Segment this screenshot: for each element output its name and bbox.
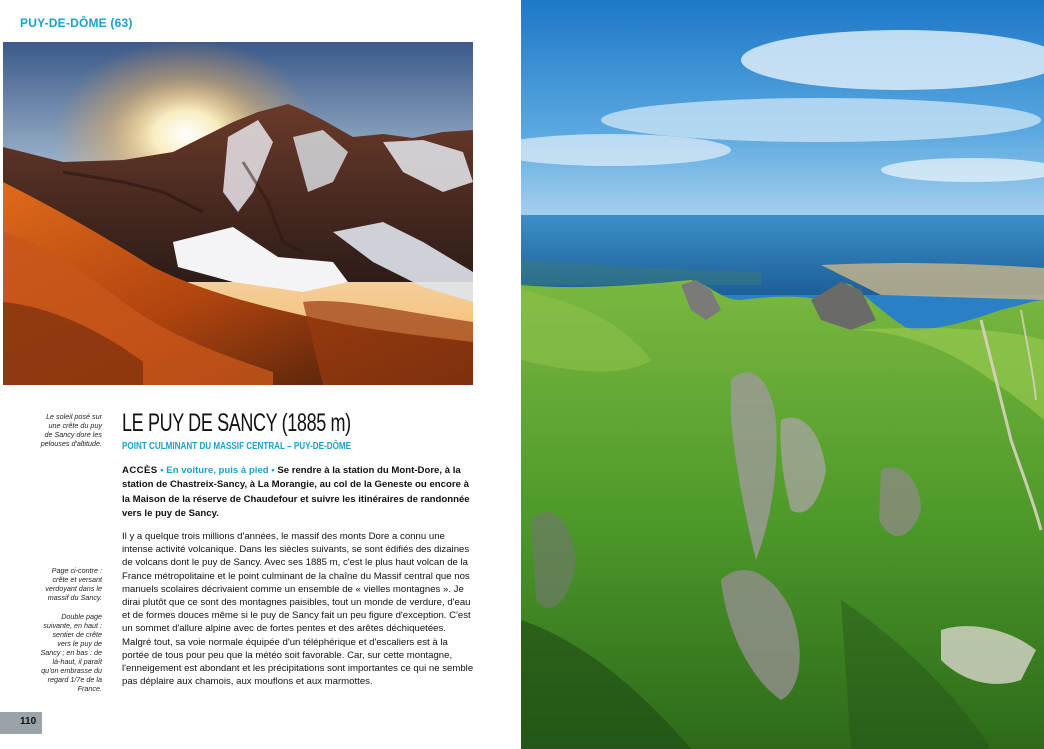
access-paragraph [122, 464, 474, 521]
page-number: 110 [0, 712, 42, 734]
photo-caption-facing-page: Page ci-contre : crête et versant verdoyant dans le massif du Sancy. [45, 566, 102, 602]
access-label: ACCÈS [122, 465, 158, 476]
article-body: Il y a quelque trois millions d'années, le massif des monts Dore a connu une intense activité volcanique. Dans les siècles suivants, se sont édifiés des dizaines de volcans dont le puy de Sancy. Avec ses 1885 m, c'est le plus haut volcan de la France métropolitaine et le point culminant de la chaîne du Massif central que nos manuels scolaires décrivaient comme un ensemble de « vielles montagnes ». Je dirai plutôt que ce sont des montagnes paisibles, tout un monde de verdure, d'eau et de formes douces même si le puy de Sancy fait un peu figure d'exception. C'est un sommet d'allure alpine avec de fortes pentes et des arêtes déchiquetées. Malgré tout, sa voie normale équipée d'un téléphérique et d'escaliers est à la portée de tous pour peu que la météo soit favorable. Car, sur cette montagne, l'enneigement est abondant et les précipitations sont importantes ce qui ne semble pas déplaire aux chamois, aux mouflons et aux marmottes. [122, 531, 474, 688]
sancy-aerial-photo [521, 0, 1044, 749]
photo-caption-next-spread: Double page suivante, en haut : sentier de crête vers le puy de Sancy ; en bas : de là-haut, il paraît qu'on embrasse du regard 1/7e de la France. [40, 612, 102, 693]
left-page [0, 0, 516, 749]
sunset-ridge-photo [3, 42, 473, 385]
access-text: Se rendre à la station du Mont-Dore, à la station de Chastreix-Sancy, à La Morangie, au col de la Geneste ou encore à la Maison de la réserve de Chaudefour et suivre les itinéraires de randonnée vers le puy de Sancy. [122, 465, 470, 519]
section-header: PUY-DE-DÔME (63) [20, 16, 133, 30]
access-mode: • En voiture, puis à pied • [160, 465, 275, 476]
article-subtitle: POINT CULMINANT DU MASSIF CENTRAL – PUY-DE-DÔME [122, 441, 352, 452]
article-title: LE PUY DE SANCY (1885 m) [122, 409, 351, 437]
photo-caption-sunset: Le soleil posé sur une crête du puy de Sancy dore les pelouses d'altitude. [40, 412, 102, 448]
